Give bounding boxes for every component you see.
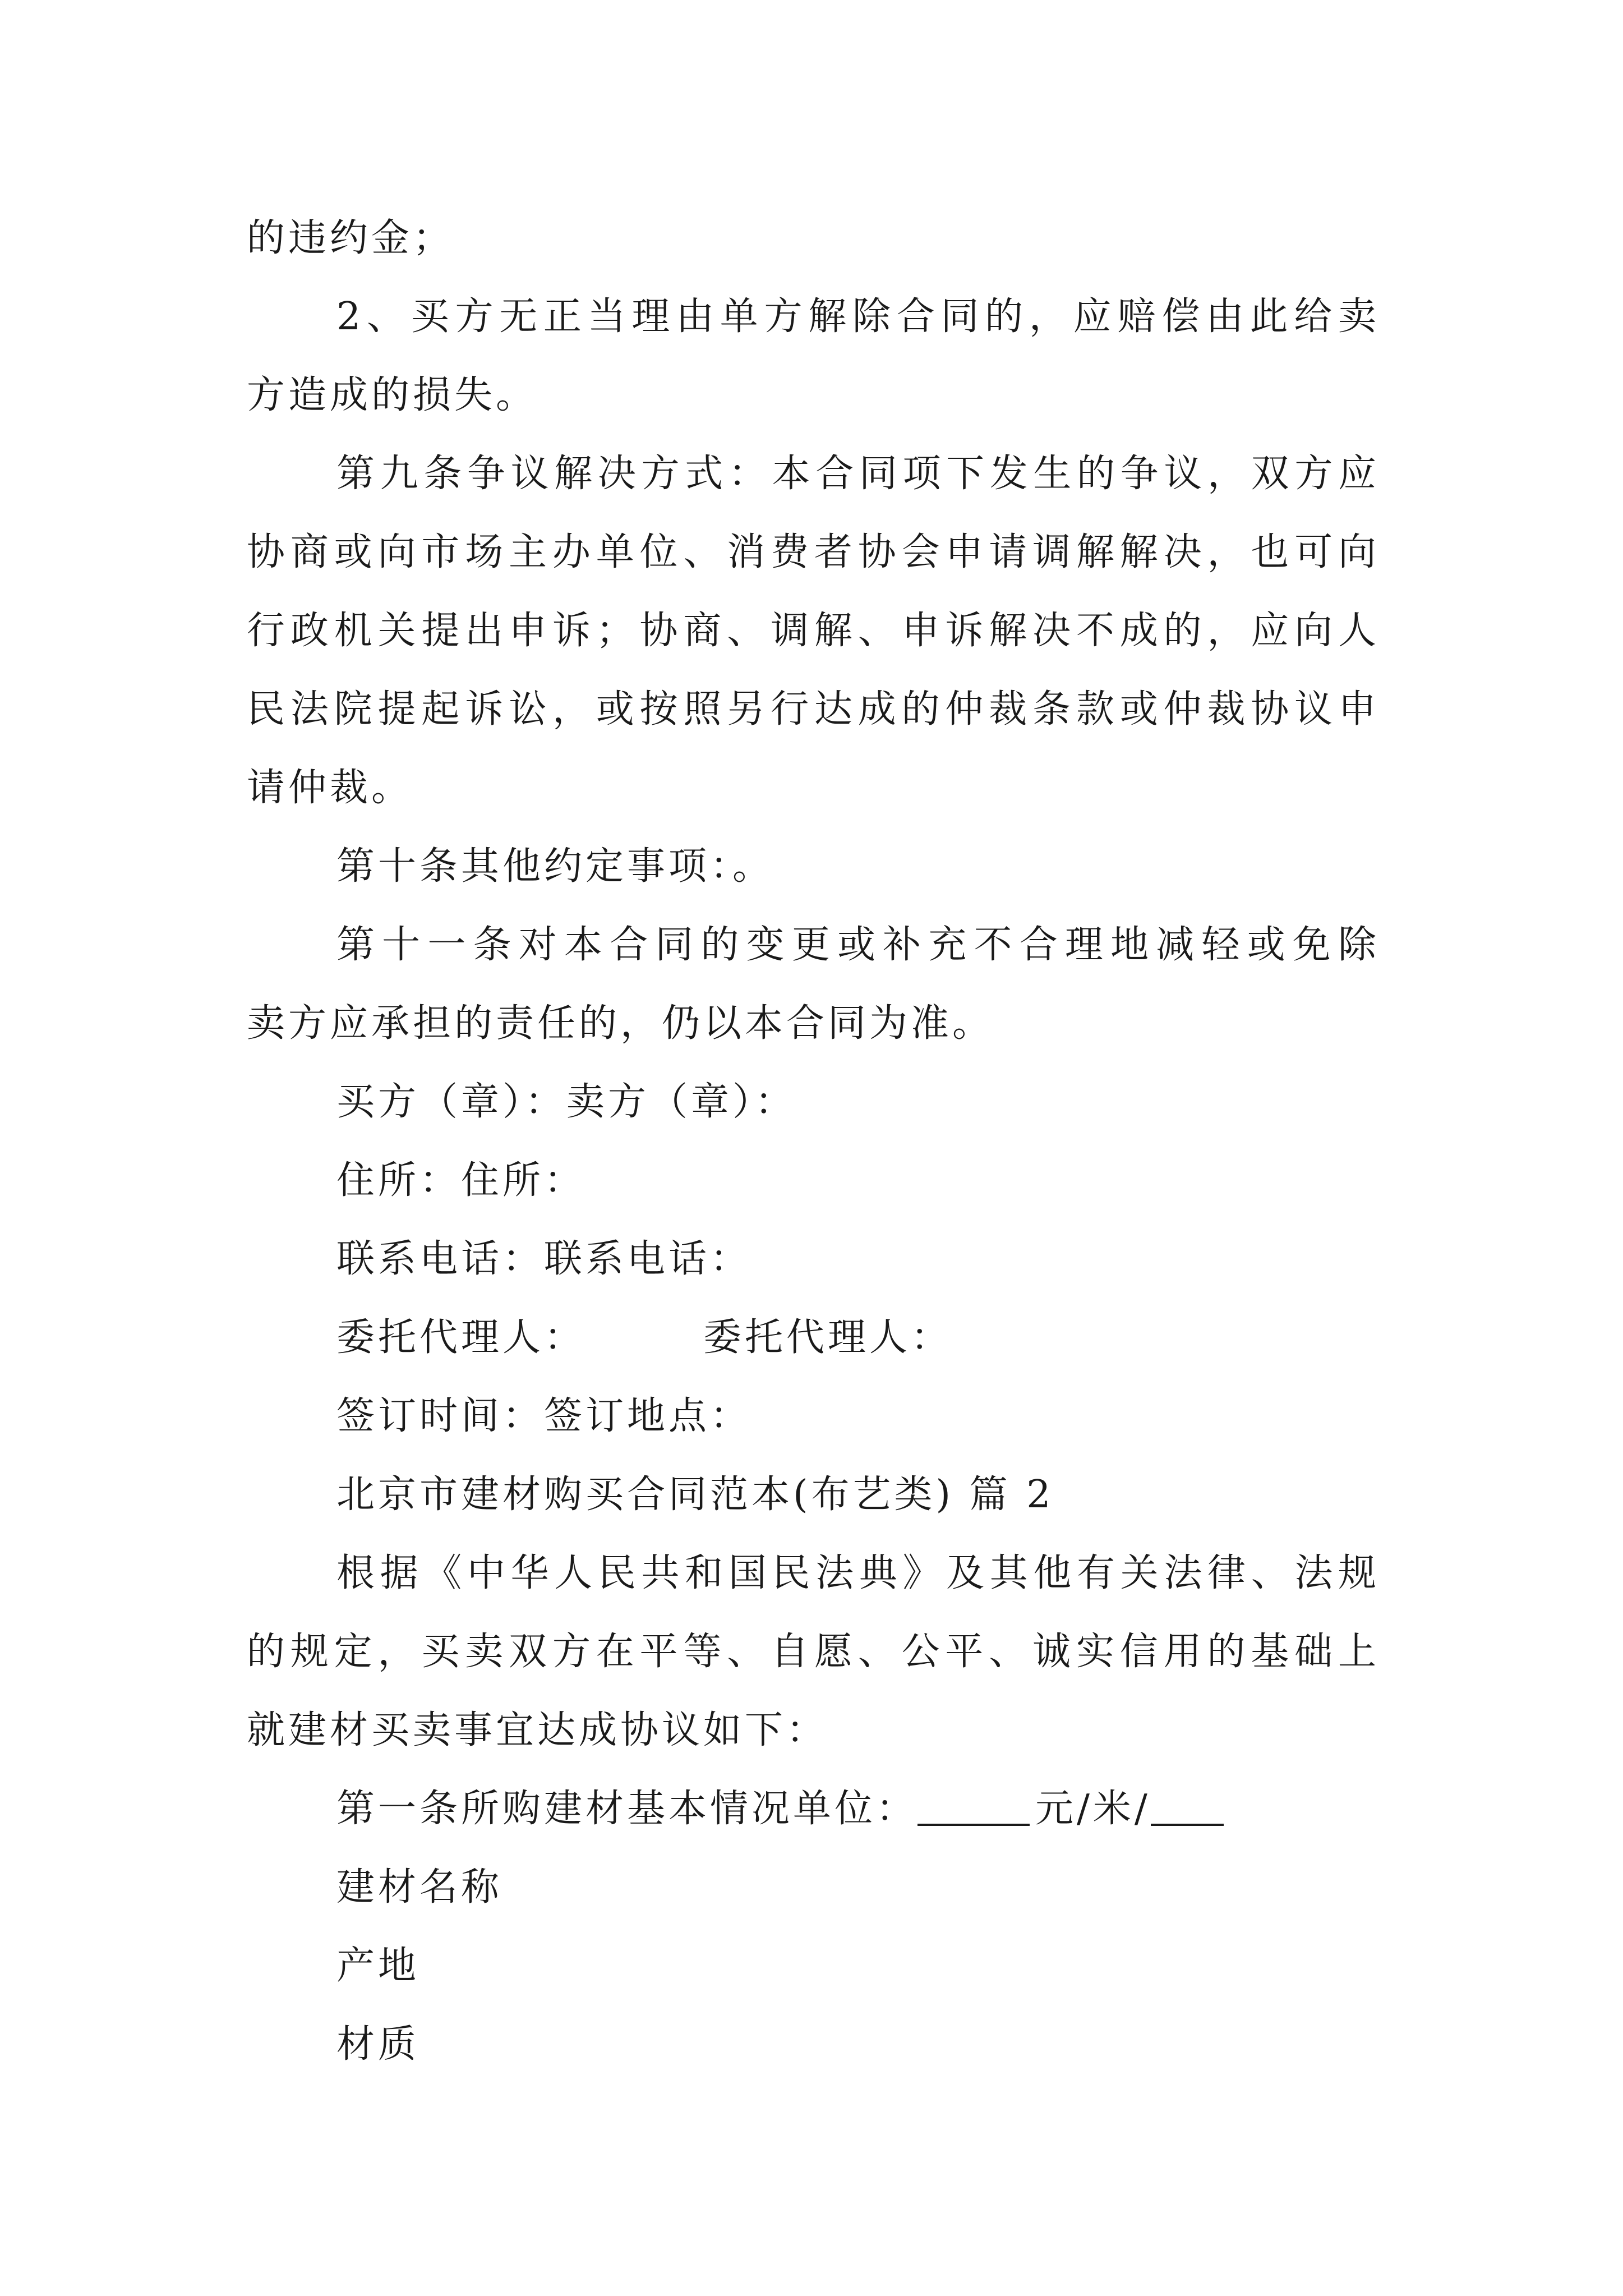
unit-line [336,1778,1224,1840]
blank-underline [1151,1790,1224,1826]
text-line: 的规定，买卖双方在平等、自愿、公平、诚实信用的基础上 [247,1630,1380,1674]
section-title: 北京市建材购买合同范本(布艺类) 篇 2 [336,1473,1054,1517]
text-line: 的违约金； [247,216,455,260]
unit-text: 元/米/ [1035,1787,1151,1831]
blank-underline [917,1790,1030,1826]
text-line: 产地 [336,1944,420,1988]
text-line: 就建材买卖事宜达成协议如下： [247,1708,828,1752]
text-line: 住所：住所： [336,1158,586,1203]
text-line: 协商或向市场主办单位、消费者协会申请调解解决，也可向 [247,530,1380,574]
text-line: 卖方应承担的责任的，仍以本合同为准。 [247,1001,994,1046]
text-line: 根据《中华人民共和国民法典》及其他有关法律、法规 [336,1551,1380,1595]
text-line: 2、买方无正当理由单方解除合同的，应赔偿由此给卖 [336,295,1380,339]
text-line: 第十条其他约定事项：。 [336,844,774,889]
text-line: 第九条争议解决方式：本合同项下发生的争议，双方应 [336,452,1380,496]
text-line: 材质 [336,2022,420,2067]
text-line: 签订时间：签订地点： [336,1394,752,1438]
text-line: 建材名称 [336,1865,503,1910]
text-line: 民法院提起诉讼，或按照另行达成的仲裁条款或仲裁协议申 [247,687,1380,731]
text-line: 请仲裁。 [247,766,413,810]
text-line: 行政机关提出申诉；协商、调解、申诉解决不成的，应向人 [247,609,1380,653]
text-line: 买方（章）：卖方（章）： [336,1080,797,1124]
seller-agent-label: 委托代理人： [703,1315,953,1360]
text-line: 联系电话：联系电话： [336,1237,752,1281]
text-line: 方造成的损失。 [247,373,538,417]
agent-line [336,1307,952,1369]
buyer-agent-label: 委托代理人： [336,1315,586,1360]
unit-label: 第一条所购建材基本情况单位： [336,1787,918,1831]
text-line: 第十一条对本合同的变更或补充不合理地减轻或免除 [336,923,1380,967]
